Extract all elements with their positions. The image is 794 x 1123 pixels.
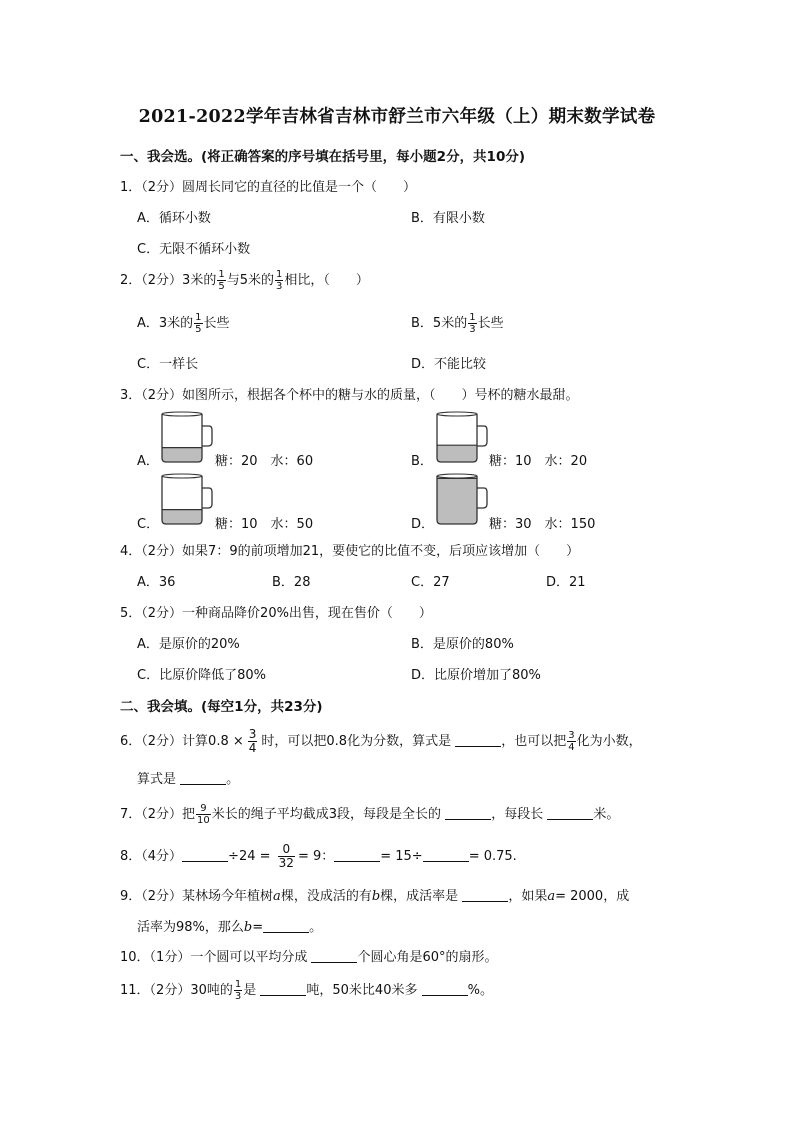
denominator: 4 bbox=[248, 741, 257, 755]
q2-stem bbox=[120, 268, 369, 294]
q10-text-a: 10．（1分）一个圆可以平均分成 bbox=[120, 950, 308, 965]
q2-b-text: B．5米的 bbox=[411, 316, 468, 331]
cup-handle bbox=[202, 426, 212, 446]
q4-option-b: B．28 bbox=[272, 575, 311, 590]
q3-option-a-label: A． bbox=[137, 454, 159, 469]
numerator: 1 bbox=[275, 269, 283, 280]
q6-text-c: ，也可以把 bbox=[501, 734, 567, 749]
q10-line bbox=[120, 946, 498, 965]
q11-text-d: %。 bbox=[467, 983, 493, 998]
q8-text-e: = 0.75. bbox=[468, 849, 517, 864]
q2-a-text: A．3米的 bbox=[137, 316, 194, 331]
q5-option-b: B．是原价的80% bbox=[411, 637, 514, 652]
var-a: a bbox=[273, 889, 281, 904]
q2-stem-c: 相比，（ ） bbox=[284, 273, 369, 288]
q8-text-a: 8．（4分） bbox=[120, 849, 183, 864]
q7-text-b: 米长的绳子平均截成3段，每段是全长的 bbox=[211, 807, 442, 822]
q6-text-d: 化为小数， bbox=[576, 734, 642, 749]
denominator: 4 bbox=[568, 742, 575, 753]
q6-line2-text: 算式是 bbox=[137, 772, 177, 787]
numerator: 1 bbox=[195, 312, 202, 323]
q2-b-text-2: 长些 bbox=[477, 316, 504, 331]
q6-end: 。 bbox=[226, 772, 240, 787]
q11-blank-1[interactable] bbox=[260, 981, 306, 996]
q11-blank-2[interactable] bbox=[422, 981, 468, 996]
q8-blank-3[interactable] bbox=[423, 847, 469, 862]
section-2-heading: 二、我会填。(每空1分，共23分) bbox=[120, 699, 323, 715]
q3-stem: 3．（2分）如图所示，根据各个杯中的糖与水的质量，（ ）号杯的糖水最甜。 bbox=[120, 388, 579, 403]
q9-text-e: = 2000，成 bbox=[555, 889, 630, 904]
q11-text-c: 吨，50米比40米多 bbox=[306, 983, 418, 998]
q5-option-c: C．比原价降低了80% bbox=[137, 668, 266, 683]
q8-line bbox=[120, 842, 517, 872]
q9-text-c: 棵，成活率是 bbox=[380, 889, 459, 904]
cup-handle bbox=[202, 488, 212, 508]
q8-text-b: ÷24 = bbox=[228, 849, 271, 864]
liquid bbox=[162, 510, 202, 524]
cup-rim bbox=[162, 474, 202, 478]
cup-d-image bbox=[433, 472, 491, 528]
q4-option-d: D．21 bbox=[546, 575, 586, 590]
cup-a-image bbox=[158, 410, 216, 466]
q2-option-d: D．不能比较 bbox=[411, 357, 487, 372]
var-b: b bbox=[243, 920, 253, 935]
q9-text-a: 9．（2分）某林场今年植树 bbox=[120, 889, 274, 904]
cup-rim bbox=[162, 412, 202, 416]
denominator: 5 bbox=[218, 281, 225, 292]
denominator: 10 bbox=[197, 815, 210, 826]
q7-text-c: ，每段长 bbox=[491, 807, 544, 822]
section-1-heading: 一、我会选。(将正确答案的序号填在括号里，每小题2分，共10分) bbox=[120, 149, 526, 165]
q1-stem: 1．（2分）圆周长同它的直径的比值是一个（ ） bbox=[120, 180, 417, 195]
q10-blank[interactable] bbox=[311, 948, 357, 963]
numerator: 9 bbox=[196, 803, 211, 815]
cup-b-image bbox=[433, 410, 491, 466]
numerator: 1 bbox=[469, 312, 476, 323]
denominator: 32 bbox=[278, 856, 294, 870]
q2-stem-a: 2．（2分）3米的 bbox=[120, 273, 217, 288]
cup-handle bbox=[477, 426, 487, 446]
q7-line bbox=[120, 802, 619, 828]
var-b: b bbox=[371, 889, 381, 904]
liquid bbox=[437, 478, 477, 524]
q2-fraction-1 bbox=[217, 269, 225, 292]
q2-fraction-2 bbox=[275, 269, 283, 292]
denominator: 5 bbox=[195, 324, 202, 335]
q5-option-a: A．是原价的20% bbox=[137, 637, 240, 652]
cup-rim bbox=[437, 412, 477, 416]
q11-line bbox=[120, 978, 493, 1004]
cup-rim bbox=[437, 474, 477, 478]
q9-text-d: ，如果 bbox=[508, 889, 548, 904]
cup-handle bbox=[477, 488, 487, 508]
q2-stem-b: 与5米的 bbox=[226, 273, 274, 288]
q3-option-d-label: D． bbox=[411, 517, 435, 532]
q3-option-a-text: 糖：20 水：60 bbox=[215, 454, 314, 469]
q11-text-b: 是 bbox=[243, 983, 257, 998]
q11-text-a: 11．（2分）30吨的 bbox=[120, 983, 233, 998]
numerator: 1 bbox=[234, 979, 242, 990]
q9-blank-1[interactable] bbox=[462, 887, 508, 902]
q1-option-b: B．有限小数 bbox=[411, 211, 485, 226]
q9-line-1 bbox=[120, 885, 629, 904]
denominator: 3 bbox=[234, 991, 242, 1002]
var-a: a bbox=[547, 889, 556, 904]
q6-text-a: 6．（2分）计算0.8 × bbox=[120, 734, 244, 749]
denominator: 3 bbox=[469, 324, 476, 335]
q9-line-2 bbox=[137, 916, 322, 935]
q4-option-a: A．36 bbox=[137, 575, 176, 590]
liquid bbox=[437, 445, 477, 462]
q2-option-c: C．一样长 bbox=[137, 357, 199, 372]
q2-a-text-2: 长些 bbox=[203, 316, 230, 331]
numerator: 3 bbox=[568, 730, 575, 741]
q3-option-d-text: 糖：30 水：150 bbox=[489, 517, 596, 532]
denominator: 3 bbox=[275, 281, 283, 292]
q7-text-a: 7．（2分）把 bbox=[120, 807, 196, 822]
cup-c-image bbox=[158, 472, 216, 528]
q1-option-c: C．无限不循环小数 bbox=[137, 242, 251, 257]
liquid bbox=[162, 448, 202, 462]
q3-option-b-text: 糖：10 水：20 bbox=[489, 454, 588, 469]
numerator: 0 bbox=[278, 843, 295, 857]
q7-blank-1[interactable] bbox=[445, 805, 491, 820]
q4-option-c: C．27 bbox=[411, 575, 450, 590]
q8-blank-1[interactable] bbox=[182, 847, 228, 862]
page-title: 2021-2022学年吉林省吉林市舒兰市六年级（上）期末数学试卷 bbox=[138, 107, 656, 127]
q7-text-d: 米。 bbox=[593, 807, 620, 822]
numerator: 1 bbox=[218, 269, 225, 280]
q3-option-c-text: 糖：10 水：50 bbox=[215, 517, 314, 532]
q6-blank-1[interactable] bbox=[455, 732, 501, 747]
q7-blank-2[interactable] bbox=[547, 805, 593, 820]
q6-line-2 bbox=[137, 768, 239, 787]
q5-stem: 5．（2分）一种商品降价20%出售，现在售价（ ） bbox=[120, 606, 432, 621]
numerator: 3 bbox=[248, 727, 257, 741]
q9-text-b: 棵，没成活的有 bbox=[280, 889, 372, 904]
q6-text-b: 时，可以把0.8化为分数，算式是 bbox=[261, 734, 452, 749]
q9-blank-2[interactable] bbox=[263, 918, 309, 933]
q1-option-a: A．循环小数 bbox=[137, 211, 211, 226]
q5-option-d: D．比原价增加了80% bbox=[411, 668, 541, 683]
q2-option-b bbox=[411, 311, 504, 337]
q4-stem: 4．（2分）如果7：9的前项增加21，要使它的比值不变，后项应该增加（ ） bbox=[120, 544, 580, 559]
q3-option-b-label: B． bbox=[411, 454, 433, 469]
q9-equals: = bbox=[252, 920, 264, 935]
q8-blank-2[interactable] bbox=[334, 847, 380, 862]
q8-text-d: = 15÷ bbox=[380, 849, 423, 864]
q3-option-c-label: C． bbox=[137, 517, 160, 532]
q9-line2-text: 活率为98%，那么 bbox=[137, 920, 244, 935]
q9-end: 。 bbox=[309, 920, 323, 935]
q2-option-a bbox=[137, 311, 230, 337]
q6-line-1 bbox=[120, 727, 642, 757]
q6-blank-2[interactable] bbox=[180, 770, 226, 785]
q10-text-b: 个圆心角是60°的扇形。 bbox=[357, 950, 498, 965]
q8-text-c: = 9： bbox=[297, 849, 335, 864]
